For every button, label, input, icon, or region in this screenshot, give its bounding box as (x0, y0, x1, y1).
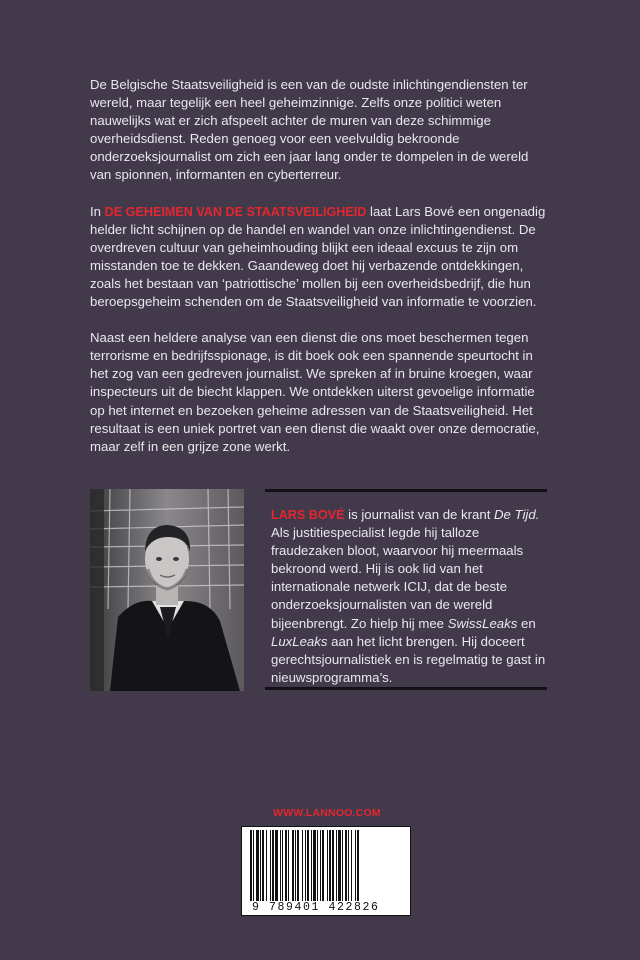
isbn-barcode (241, 826, 411, 916)
barcode-bar (297, 830, 299, 902)
author-name-highlight: LARS BOVÉ (271, 508, 345, 522)
back-cover-blurb (90, 76, 552, 474)
barcode-bar (322, 830, 324, 902)
barcode-bar (317, 830, 318, 902)
barcode-bar (305, 830, 306, 902)
book-title-highlight: DE GEHEIMEN VAN DE STAATSVEILIGHEID (104, 204, 367, 219)
barcode-bar (313, 830, 316, 902)
barcode-bar (345, 830, 347, 902)
barcode-bar (320, 830, 321, 902)
bio-text-2: Als justitiespecialist legde hij talloze fraudezaken bloot, waarvoor hij meermaals bekroond werd. Hij is ook lid van het internationale netwerk ICIJ, dat de beste onderzoeksjournalisten van de wereld bijeenbrengt. Zo hielp hij mee (271, 525, 524, 631)
barcode-bar (351, 830, 352, 902)
author-photo-illustration (90, 489, 244, 691)
barcode-bar (250, 830, 252, 902)
barcode-bar (275, 830, 278, 902)
barcode-bar (256, 830, 259, 902)
blurb-paragraph-2 (90, 203, 552, 312)
barcode-bar (327, 830, 328, 902)
barcode-bar (288, 830, 289, 902)
bio-text-3: en (517, 615, 536, 631)
newspaper-name: De Tijd. (494, 507, 540, 522)
barcode-bar (311, 830, 312, 902)
bio-bottom-rule (265, 687, 547, 690)
blurb-paragraph-3: Naast een heldere analyse van een dienst die ons moet beschermen tegen terrorisme en bedrijfsspionage, is dit boek ook een spannende speurtocht in het zog van een gedreven journalist. We spreken af in bruine kroegen, waar inspecteurs uit de biecht klappen. We ontdekken uiterst gevoelige informatie op het internet en bezoeken geheime adressen van de Staatsveiligheid. Het resultaat is een uniek portret van een dienst die waakt over onze democratie, maar zelf in een grijze zone werkt. (90, 330, 540, 454)
barcode-bar (357, 830, 359, 902)
barcode-bar (292, 830, 294, 902)
barcode-bar (282, 830, 283, 902)
blurb-paragraph-1: De Belgische Staatsveiligheid is een van de oudste inlichtingendiensten ter wereld, maar tegelijk een heel geheimzinnige. Zelfs onze politici weten nauwelijks wat er zich afspeelt achter de muren van deze schimmige overheidsdienst. Reden genoeg voor een veelvuldig bekroonde onderzoeksjournalist om zich een jaar lang onder te dompelen in de wereld van spionnen, informanten en cyberterreur. (90, 77, 529, 183)
blurb-p2-body: laat Lars Bové een ongenadig helder licht schijnen op de handel en wandel van onze inlichtingendienst. De overdreven cultuur van geheimhouding blijkt een ideaal excuus te zijn om misstanden toe te dekken. Gaandeweg doet hij verbazende ontdekkingen, zoals het bestaan van ‘patriottische’ mollen bij een overheidsbedrijf, die hun beroepsgeheim schenden om de Staatsveiligheid van informatie te voorzien. (90, 203, 546, 310)
barcode-bar (266, 830, 267, 902)
barcode-bar (295, 830, 296, 902)
barcode-bar (262, 830, 264, 902)
bio-text-1: is journalist van de krant (344, 507, 495, 522)
author-bio (271, 506, 551, 687)
barcode-bar (280, 830, 281, 902)
bio-top-rule (265, 489, 547, 492)
barcode-bar (332, 830, 334, 902)
author-photo (90, 489, 244, 691)
barcode-bar (302, 830, 303, 902)
bio-text-4: aan het licht brengen. Hij doceert gerechtsjournalistiek en is regelmatig te gast in nieuwsprogramma’s. (271, 633, 546, 685)
barcode-bar (355, 830, 356, 902)
barcode-bar (329, 830, 331, 902)
barcode-bar (338, 830, 341, 902)
barcode-bars (244, 830, 408, 902)
swissleaks-name: SwissLeaks (447, 615, 518, 631)
barcode-bar (307, 830, 309, 902)
blurb-p2-intro: In (90, 203, 105, 219)
publisher-website[interactable]: WWW.LANNOO.COM (273, 807, 381, 819)
barcode-bar (260, 830, 261, 902)
barcode-bar (272, 830, 274, 902)
barcode-bar (342, 830, 343, 902)
barcode-bar (285, 830, 287, 902)
luxleaks-name: LuxLeaks (271, 633, 328, 649)
barcode-bar (270, 830, 271, 902)
barcode-bar (348, 830, 349, 902)
barcode-bar (253, 830, 254, 902)
isbn-digits: 9 789401 422826 (252, 901, 380, 914)
barcode-bar (336, 830, 337, 902)
